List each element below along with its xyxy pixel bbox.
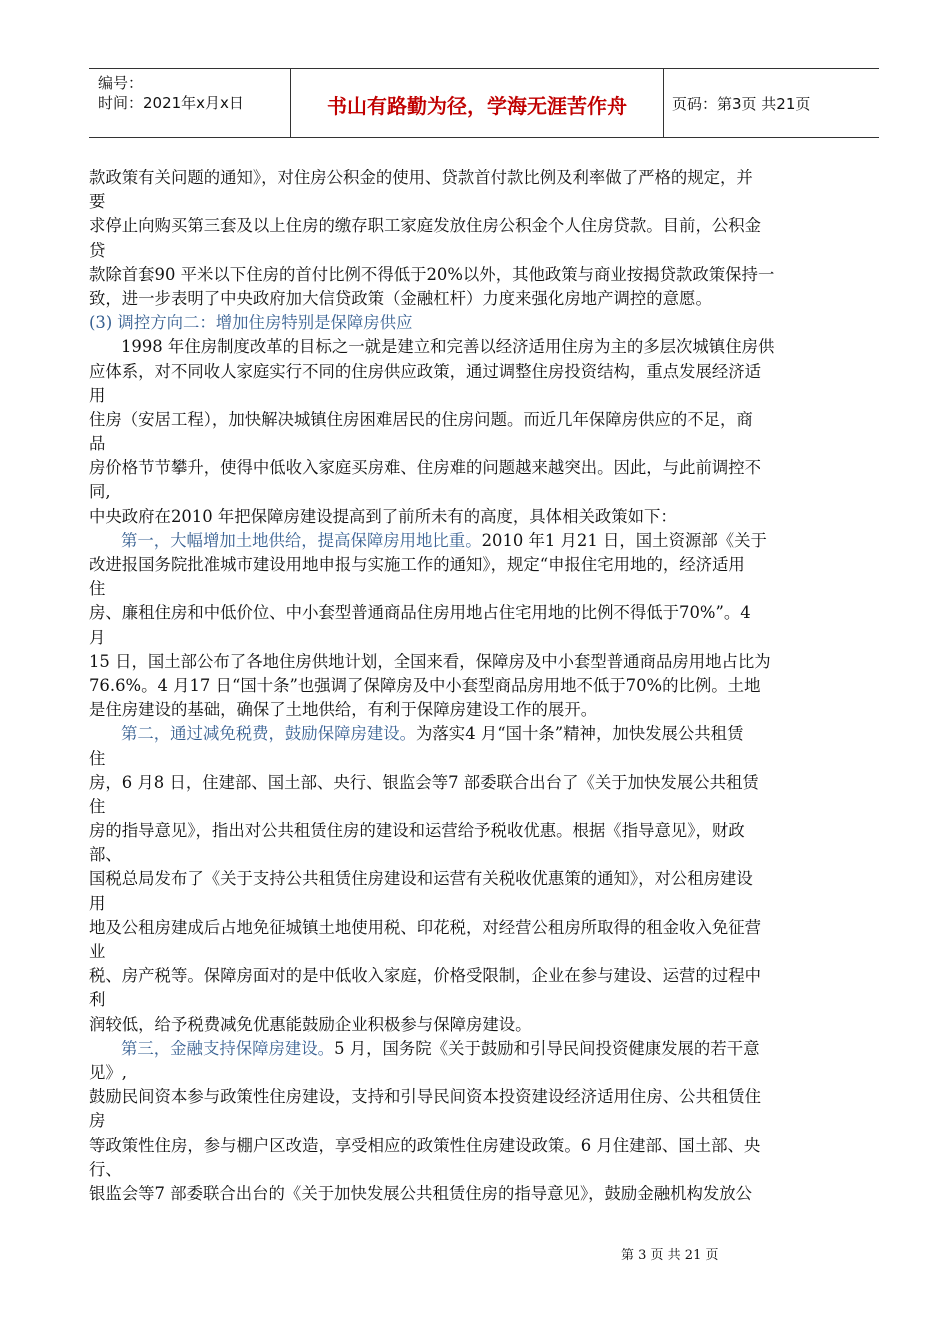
text-line: 银监会等7 部委联合出台的《关于加快发展公共租赁住房的指导意见》，鼓励金融机构发放公 bbox=[89, 1183, 753, 1203]
page-number-label: 页码：第3页 共21页 bbox=[672, 95, 811, 113]
text-line: 地及公租房建成后占地免征城镇土地使用税、印花税，对经营公租房所取得的租金收入免征营 bbox=[89, 917, 762, 937]
text-span: 5 月，国务院《关于鼓励和引导民间投资健康发展的若干意 bbox=[334, 1038, 760, 1058]
text-line bbox=[89, 529, 879, 553]
page-footer: 第 3 页 共 21 页 bbox=[621, 1248, 719, 1263]
text-line: 住 bbox=[89, 579, 106, 599]
text-span: 为落实4 月“国十条”精神，加快发展公共租赁 bbox=[416, 724, 744, 744]
header-info-cell bbox=[89, 69, 290, 137]
text-line bbox=[89, 1037, 879, 1061]
number-label: 编号： bbox=[98, 74, 144, 92]
text-line: 业 bbox=[89, 942, 106, 961]
document-body bbox=[89, 166, 879, 1206]
text-line: 1998 年住房制度改革的目标之一就是建立和完善以经济适用住房为主的多层次城镇住房供 bbox=[121, 337, 775, 357]
paragraph-lead: 第一，大幅增加土地供给，提高保障房用地比重。 bbox=[121, 530, 482, 550]
paragraph-lead: 第二，通过减免税费，鼓励保障房建设。 bbox=[121, 724, 417, 744]
text-line: 贷 bbox=[89, 240, 106, 260]
text-line: 部、 bbox=[89, 845, 122, 865]
text-line: 房，6 月8 日，住建部、国土部、央行、银监会等7 部委联合出台了《关于加快发展公共租赁 bbox=[89, 772, 759, 792]
page-header bbox=[89, 68, 879, 138]
text-line: 房的指导意见》，指出对公共租赁住房的建设和运营给予税收优惠。根据《指导意见》，财政 bbox=[89, 821, 745, 841]
text-line: 税、房产税等。保障房面对的是中低收入家庭，价格受限制，企业在参与建设、运营的过程中 bbox=[89, 966, 762, 986]
text-line: 房 bbox=[89, 1111, 106, 1131]
text-line: 同, bbox=[89, 482, 111, 502]
text-line bbox=[89, 722, 879, 746]
text-line: 国税总局发布了《关于支持公共租赁住房建设和运营有关税收优惠策的通知》，对公租房建设 bbox=[89, 869, 753, 889]
text-line: 品 bbox=[89, 434, 106, 454]
section-heading: (3) 调控方向二：增加住房特别是保障房供应 bbox=[89, 313, 413, 333]
text-line: 等政策性住房，参与棚户区改造，享受相应的政策性住房建设政策。6 月住建部、国土部、央 bbox=[89, 1135, 761, 1155]
text-line: 鼓励民间资本参与政策性住房建设，支持和引导民间资本投资建设经济适用住房、公共租赁住 bbox=[89, 1087, 762, 1107]
text-line: 住 bbox=[89, 748, 106, 768]
text-line: 76.6%。4 月17 日“国十条”也强调了保障房及中小套型商品房用地不低于70%的比例。土地 bbox=[89, 675, 761, 695]
text-line: 改进报国务院批准城市建设用地申报与实施工作的通知》，规定“申报住宅用地的，经济适用 bbox=[89, 555, 745, 574]
text-span: 2010 年1 月21 日，国土资源部《关于 bbox=[481, 530, 767, 550]
text-line: 中央政府在2010 年把保障房建设提高到了前所未有的高度，具体相关政策如下： bbox=[89, 506, 677, 526]
text-line: 住 bbox=[89, 796, 106, 816]
text-line: 房价格节节攀升，使得中低收入家庭买房难、住房难的问题越来越突出。因此，与此前调控不 bbox=[89, 458, 762, 478]
text-line: 款政策有关问题的通知》，对住房公积金的使用、贷款首付款比例及利率做了严格的规定，并 bbox=[89, 168, 753, 187]
text-line: 要 bbox=[89, 192, 106, 212]
motto-text: 书山有路勤为径，学海无涯苦作舟 bbox=[327, 94, 627, 118]
text-line: 应体系，对不同收人家庭实行不同的住房供应政策，通过调整住房投资结构，重点发展经济适 bbox=[89, 361, 762, 381]
text-line: 求停止向购买第三套及以上住房的缴存职工家庭发放住房公积金个人住房贷款。目前，公积金 bbox=[89, 216, 762, 236]
text-line: 见》, bbox=[89, 1062, 127, 1082]
text-line: 致，进一步表明了中央政府加大信贷政策（金融杠杆）力度来强化房地产调控的意愿。 bbox=[89, 288, 712, 308]
header-page-cell bbox=[663, 69, 879, 137]
text-line: 利 bbox=[89, 990, 106, 1010]
text-line: 用 bbox=[89, 893, 106, 913]
text-line: 用 bbox=[89, 385, 106, 405]
text-line: 是住房建设的基础，确保了土地供给，有利于保障房建设工作的展开。 bbox=[89, 700, 598, 720]
text-line: 月 bbox=[89, 627, 106, 647]
header-motto-cell bbox=[290, 69, 664, 137]
paragraph-lead: 第三，金融支持保障房建设。 bbox=[121, 1038, 335, 1058]
text-line: 款除首套90 平米以下住房的首付比例不得低于20%以外，其他政策与商业按揭贷款政策保持一 bbox=[89, 264, 775, 284]
text-line: 15 日，国土部公布了各地住房供地计划，全国来看，保障房及中小套型普通商品房用地占比为 bbox=[89, 651, 771, 671]
text-line: 房、廉租住房和中低价位、中小套型普通商品住房用地占住宅用地的比例不得低于70%”。4 bbox=[89, 603, 751, 623]
text-line: 润较低，给予税费减免优惠能鼓励企业积极参与保障房建设。 bbox=[89, 1014, 532, 1034]
text-line: 住房（安居工程），加快解决城镇住房困难居民的住房问题。而近几年保障房供应的不足，商 bbox=[89, 409, 753, 429]
text-line: 行、 bbox=[89, 1159, 122, 1179]
time-label: 时间：2021年x月x日 bbox=[98, 94, 244, 112]
